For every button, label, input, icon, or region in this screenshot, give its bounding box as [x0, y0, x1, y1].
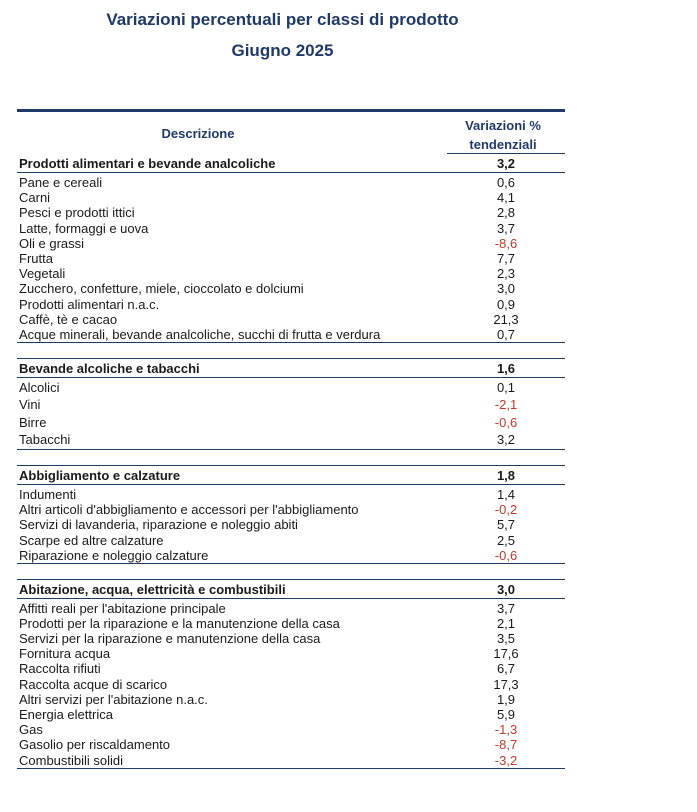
- category-row: [17, 154, 565, 173]
- row-value: -0,2: [494, 502, 518, 518]
- category-underline: [17, 484, 565, 485]
- category-row: [17, 580, 565, 599]
- row-label: Acque minerali, bevande analcoliche, succhi di frutta e verdura: [19, 326, 381, 342]
- table-row: [17, 616, 565, 631]
- table-body: [17, 154, 565, 769]
- table-row: [17, 677, 565, 692]
- row-label: Gas: [19, 722, 43, 738]
- row-label: Raccolta rifiuti: [19, 661, 101, 677]
- row-label: Carni: [19, 190, 51, 206]
- table-row: [17, 415, 565, 432]
- row-value: 5,9: [496, 707, 516, 723]
- table-row: [17, 722, 565, 737]
- table-row: [17, 753, 565, 768]
- table-row: [17, 487, 565, 502]
- row-label: Alcolici: [19, 380, 60, 396]
- row-label: Affitti reali per l'abitazione principale: [19, 600, 226, 616]
- table-row: [17, 380, 565, 397]
- table-row: [17, 297, 565, 312]
- category-value: 3,0: [496, 581, 516, 597]
- category-row: [17, 359, 565, 378]
- row-value: 0,1: [496, 380, 516, 396]
- row-value: -0,6: [494, 414, 518, 430]
- row-value: 2,3: [496, 266, 516, 282]
- category-label: Abitazione, acqua, elettricità e combustibili: [19, 581, 286, 597]
- row-value: 3,0: [496, 281, 516, 297]
- table-row: [17, 205, 565, 220]
- row-value: 6,7: [496, 661, 516, 677]
- table-row: [17, 692, 565, 707]
- table-row: [17, 502, 565, 517]
- row-value: 3,7: [496, 220, 516, 236]
- row-value: -1,3: [494, 722, 518, 738]
- category-underline: [17, 172, 565, 173]
- group-spacer: [17, 564, 565, 579]
- row-label: Tabacchi: [19, 431, 71, 447]
- category-value: 3,2: [496, 156, 516, 171]
- row-label: Prodotti alimentari n.a.c.: [19, 296, 160, 312]
- category-row: [17, 466, 565, 485]
- row-label: Caffè, tè e cacao: [19, 311, 118, 327]
- row-value: 3,7: [496, 600, 516, 616]
- row-value: 0,6: [496, 175, 516, 190]
- row-value: -0,6: [494, 547, 518, 563]
- row-label: Fornitura acqua: [19, 646, 111, 662]
- row-value: -2,1: [494, 397, 518, 413]
- category-value: 1,8: [496, 468, 516, 484]
- row-value: 7,7: [496, 250, 516, 266]
- table-header: [17, 112, 565, 154]
- table-row: [17, 251, 565, 266]
- table-row: [17, 707, 565, 722]
- table-row: [17, 221, 565, 236]
- row-label: Servizi di lavanderia, riparazione e noleggio abiti: [19, 517, 298, 533]
- row-label: Raccolta acque di scarico: [19, 676, 168, 692]
- column-header-variation-line2: tendenziali: [469, 137, 537, 152]
- column-header-description: Descrizione: [161, 126, 235, 141]
- row-value: 1,9: [496, 691, 516, 707]
- row-value: 17,6: [493, 646, 519, 662]
- row-label: Gasolio per riscaldamento: [19, 737, 171, 753]
- row-label: Prodotti per la riparazione e la manutenzione della casa: [19, 615, 340, 631]
- category-value: 1,6: [496, 361, 516, 377]
- table-row: [17, 327, 565, 342]
- row-label: Latte, formaggi e uova: [19, 220, 149, 236]
- row-label: Energia elettrica: [19, 707, 113, 723]
- table-row: [17, 601, 565, 616]
- row-value: 3,5: [496, 631, 516, 647]
- table-row: [17, 646, 565, 661]
- row-value: 21,3: [493, 311, 519, 327]
- variations-table: [17, 109, 565, 769]
- row-label: Servizi per la riparazione e manutenzione della casa: [19, 631, 321, 647]
- row-label: Pesci e prodotti ittici: [19, 205, 135, 221]
- report-subtitle: Giugno 2025: [231, 41, 334, 60]
- category-label: Bevande alcoliche e tabacchi: [19, 361, 200, 377]
- table-row: [17, 432, 565, 449]
- table-row: [17, 266, 565, 281]
- row-value: -3,2: [494, 752, 518, 768]
- column-header-variation-line1: Variazioni %: [465, 118, 541, 133]
- row-label: Zucchero, confetture, miele, cioccolato e dolciumi: [19, 281, 304, 297]
- table-row: [17, 631, 565, 646]
- table-row: [17, 312, 565, 327]
- table-row: [17, 737, 565, 752]
- row-label: Oli e grassi: [19, 235, 85, 251]
- group-spacer: [17, 450, 565, 465]
- row-label: Frutta: [19, 250, 53, 266]
- row-value: -8,6: [494, 235, 518, 251]
- group-spacer: [17, 343, 565, 358]
- table-row: [17, 397, 565, 414]
- row-label: Vegetali: [19, 266, 66, 282]
- table-row: [17, 281, 565, 296]
- row-label: Birre: [19, 414, 47, 430]
- table-row: [17, 236, 565, 251]
- row-label: Riparazione e noleggio calzature: [19, 547, 209, 563]
- column-header-variation: [449, 116, 557, 154]
- table-row: [17, 175, 565, 190]
- row-value: 2,8: [496, 205, 516, 221]
- table-row: [17, 190, 565, 205]
- row-value: 1,4: [496, 487, 516, 503]
- row-label: Pane e cereali: [19, 175, 103, 190]
- table-row: [17, 661, 565, 676]
- row-label: Vini: [19, 397, 41, 413]
- row-value: 2,1: [496, 615, 516, 631]
- group-bottom-rule: [17, 768, 565, 769]
- row-value: 4,1: [496, 190, 516, 206]
- row-label: Altri articoli d'abbigliamento e accessori per l'abbigliamento: [19, 502, 359, 518]
- category-underline: [17, 598, 565, 599]
- row-value: 0,9: [496, 296, 516, 312]
- row-value: 5,7: [496, 517, 516, 533]
- table-row: [17, 548, 565, 563]
- row-value: -8,7: [494, 737, 518, 753]
- category-label: Abbigliamento e calzature: [19, 468, 181, 484]
- row-value: 17,3: [493, 676, 519, 692]
- row-label: Indumenti: [19, 487, 77, 503]
- row-label: Combustibili solidi: [19, 752, 124, 768]
- row-label: Scarpe ed altre calzature: [19, 532, 164, 548]
- row-value: 0,7: [496, 326, 516, 342]
- report-title: Variazioni percentuali per classi di prodotto: [106, 10, 459, 29]
- row-value: 3,2: [496, 431, 516, 447]
- row-value: 2,5: [496, 532, 516, 548]
- row-label: Altri servizi per l'abitazione n.a.c.: [19, 691, 208, 707]
- table-row: [17, 533, 565, 548]
- category-label: Prodotti alimentari e bevande analcoliche: [19, 156, 276, 171]
- category-underline: [17, 377, 565, 378]
- table-row: [17, 517, 565, 532]
